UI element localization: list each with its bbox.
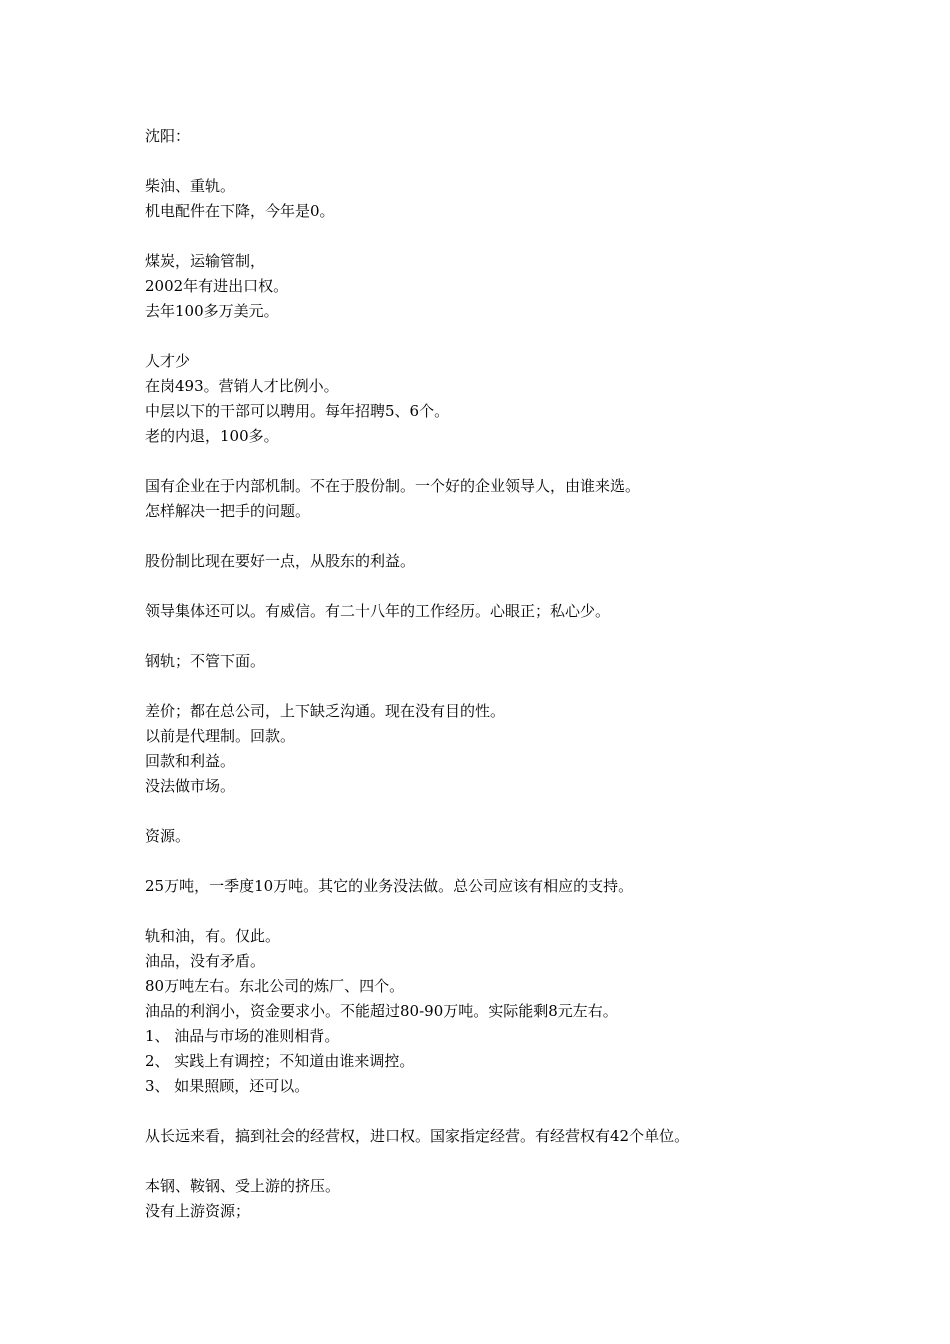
text-line: 股份制比现在要好一点，从股东的利益。 <box>145 552 416 570</box>
text-line: 在岗493。营销人才比例小。 <box>145 377 339 395</box>
text-line: 以前是代理制。回款。 <box>145 727 296 745</box>
blank-line <box>145 524 865 549</box>
text-line: 国有企业在于内部机制。不在于股份制。一个好的企业领导人，由谁来选。 <box>145 477 641 495</box>
text-line: 钢轨；不管下面。 <box>145 652 266 670</box>
blank-line <box>145 799 865 824</box>
text-line: 2002年有进出口权。 <box>145 277 289 295</box>
list-item: 1、 油品与市场的准则相背。 <box>145 1027 340 1045</box>
blank-line <box>145 224 865 249</box>
text-line: 没有上游资源； <box>145 1202 251 1220</box>
text-line: 本钢、鞍钢、受上游的挤压。 <box>145 1177 341 1195</box>
text-line: 资源。 <box>145 827 191 845</box>
list-item: 3、 如果照顾，还可以。 <box>145 1077 310 1095</box>
blank-line <box>145 899 865 924</box>
text-line: 没法做市场。 <box>145 777 236 795</box>
text-line: 轨和油，有。仅此。 <box>145 927 281 945</box>
text-line: 领导集体还可以。有威信。有二十八年的工作经历。心眼正；私心少。 <box>145 602 611 620</box>
text-line: 老的内退，100多。 <box>145 427 279 445</box>
text-line: 沈阳： <box>145 127 191 145</box>
blank-line <box>145 674 865 699</box>
text-line: 机电配件在下降，今年是0。 <box>145 202 335 220</box>
text-line: 煤炭，运输管制， <box>145 252 266 270</box>
text-line: 油品的利润小，资金要求小。不能超过80-90万吨。实际能剩8元左右。 <box>145 1002 618 1020</box>
text-line: 80万吨左右。东北公司的炼厂、四个。 <box>145 977 405 995</box>
text-line: 人才少 <box>145 352 191 370</box>
text-line: 怎样解决一把手的问题。 <box>145 502 311 520</box>
text-line: 柴油、重轨。 <box>145 177 236 195</box>
text-line: 中层以下的干部可以聘用。每年招聘5、6个。 <box>145 402 450 420</box>
document-body <box>145 124 865 1224</box>
blank-line <box>145 1149 865 1174</box>
blank-line <box>145 1099 865 1124</box>
text-line: 差价；都在总公司，上下缺乏沟通。现在没有目的性。 <box>145 702 506 720</box>
text-line: 从长远来看，搞到社会的经营权，进口权。国家指定经营。有经营权有42个单位。 <box>145 1127 690 1145</box>
text-line: 油品，没有矛盾。 <box>145 952 266 970</box>
text-line: 回款和利益。 <box>145 752 236 770</box>
text-line: 去年100多万美元。 <box>145 302 279 320</box>
blank-line <box>145 574 865 599</box>
list-item: 2、 实践上有调控；不知道由谁来调控。 <box>145 1052 415 1070</box>
text-line: 25万吨，一季度10万吨。其它的业务没法做。总公司应该有相应的支持。 <box>145 877 634 895</box>
blank-line <box>145 849 865 874</box>
blank-line <box>145 149 865 174</box>
blank-line <box>145 324 865 349</box>
blank-line <box>145 449 865 474</box>
blank-line <box>145 624 865 649</box>
